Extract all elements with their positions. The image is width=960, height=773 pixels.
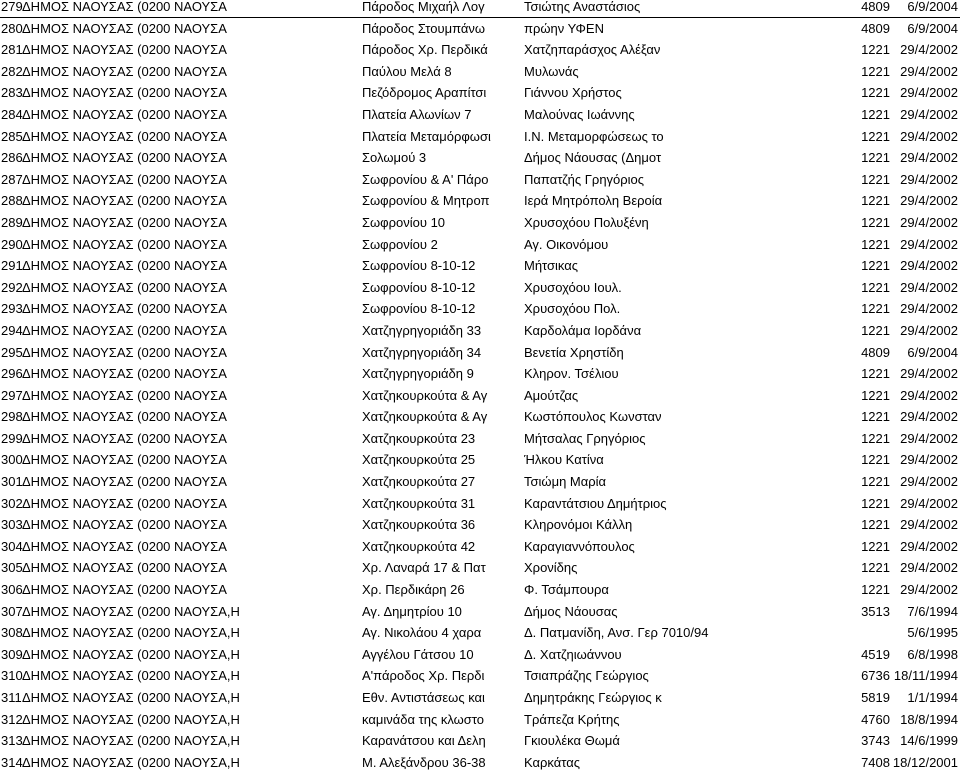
name-cell[interactable]: Κωστόπουλος Κωνσταν — [524, 409, 662, 425]
owner-cell[interactable]: ΔΗΜΟΣ ΝΑΟΥΣΑΣ (0200 ΝΑΟΥΣΑ — [22, 279, 227, 295]
name-cell[interactable]: Χρονίδης — [524, 560, 578, 576]
address-cell[interactable]: Χατζηκουρκούτα 23 — [362, 430, 476, 446]
date-cell[interactable]: 29/4/2002 — [900, 301, 958, 317]
name-cell[interactable]: Φ. Τσάμπουρα — [524, 582, 609, 598]
date-cell[interactable]: 5/6/1995 — [907, 625, 958, 641]
row-number-cell[interactable]: 280 — [1, 20, 23, 36]
date-cell[interactable]: 6/9/2004 — [907, 344, 958, 360]
name-cell[interactable]: Καρδολάμα Ιορδάνα — [524, 322, 642, 338]
table-row[interactable] — [0, 536, 960, 558]
name-cell[interactable]: Χατζηπαράσχος Αλέξαν — [524, 42, 661, 58]
row-number-cell[interactable]: 296 — [1, 366, 23, 382]
table-row[interactable] — [0, 449, 960, 471]
date-cell[interactable]: 29/4/2002 — [900, 322, 958, 338]
table-row[interactable] — [0, 601, 960, 623]
code-cell[interactable]: 4809 — [861, 20, 890, 36]
date-cell[interactable]: 29/4/2002 — [900, 150, 958, 166]
owner-cell[interactable]: ΔΗΜΟΣ ΝΑΟΥΣΑΣ (0200 ΝΑΟΥΣΑ — [22, 106, 227, 122]
owner-cell[interactable]: ΔΗΜΟΣ ΝΑΟΥΣΑΣ (0200 ΝΑΟΥΣΑ — [22, 171, 227, 187]
code-cell[interactable]: 1221 — [861, 430, 890, 446]
code-cell[interactable]: 1221 — [861, 452, 890, 468]
name-cell[interactable]: Καραντάτσιου Δημήτριος — [524, 495, 667, 511]
table-row[interactable] — [0, 579, 960, 601]
table-row[interactable] — [0, 363, 960, 385]
table-row[interactable] — [0, 342, 960, 364]
owner-cell[interactable]: ΔΗΜΟΣ ΝΑΟΥΣΑΣ (0200 ΝΑΟΥΣΑ — [22, 0, 227, 14]
row-number-cell[interactable]: 299 — [1, 430, 23, 446]
date-cell[interactable]: 29/4/2002 — [900, 538, 958, 554]
code-cell[interactable]: 4760 — [861, 711, 890, 727]
code-cell[interactable]: 7408 — [861, 754, 890, 770]
address-cell[interactable]: Καρανάτσου και Δελη — [362, 733, 486, 749]
owner-cell[interactable]: ΔΗΜΟΣ ΝΑΟΥΣΑΣ (0200 ΝΑΟΥΣΑ,Η — [22, 603, 240, 619]
owner-cell[interactable]: ΔΗΜΟΣ ΝΑΟΥΣΑΣ (0200 ΝΑΟΥΣΑ — [22, 474, 227, 490]
row-number-cell[interactable]: 304 — [1, 538, 23, 554]
code-cell[interactable]: 1221 — [861, 517, 890, 533]
row-number-cell[interactable]: 283 — [1, 85, 23, 101]
code-cell[interactable]: 1221 — [861, 214, 890, 230]
table-row[interactable] — [0, 471, 960, 493]
code-cell[interactable]: 1221 — [861, 538, 890, 554]
code-cell[interactable]: 1221 — [861, 409, 890, 425]
name-cell[interactable]: Γκιουλέκα Θωμά — [524, 733, 620, 749]
table-row[interactable] — [0, 406, 960, 428]
code-cell[interactable]: 1221 — [861, 301, 890, 317]
row-number-cell[interactable]: 314 — [1, 754, 23, 770]
row-number-cell[interactable]: 309 — [1, 646, 23, 662]
date-cell[interactable]: 29/4/2002 — [900, 387, 958, 403]
date-cell[interactable]: 29/4/2002 — [900, 214, 958, 230]
address-cell[interactable]: Σωφρονίου 8-10-12 — [362, 279, 476, 295]
address-cell[interactable]: Χατζηγρηγοριάδη 9 — [362, 366, 474, 382]
owner-cell[interactable]: ΔΗΜΟΣ ΝΑΟΥΣΑΣ (0200 ΝΑΟΥΣΑ — [22, 63, 227, 79]
date-cell[interactable]: 14/6/1999 — [900, 733, 958, 749]
code-cell[interactable]: 1221 — [861, 279, 890, 295]
name-cell[interactable]: Καρκάτας — [524, 754, 581, 770]
date-cell[interactable]: 29/4/2002 — [900, 193, 958, 209]
address-cell[interactable]: Χατζηκουρκούτα 42 — [362, 538, 476, 554]
name-cell[interactable]: Βενετία Χρηστίδη — [524, 344, 624, 360]
address-cell[interactable]: Χατζηκουρκούτα & Αγ — [362, 387, 488, 403]
code-cell[interactable]: 6736 — [861, 668, 890, 684]
table-row[interactable] — [0, 255, 960, 277]
code-cell[interactable]: 1221 — [861, 85, 890, 101]
date-cell[interactable]: 18/8/1994 — [900, 711, 958, 727]
name-cell[interactable]: Χρυσοχόου Πολυξένη — [524, 214, 649, 230]
owner-cell[interactable]: ΔΗΜΟΣ ΝΑΟΥΣΑΣ (0200 ΝΑΟΥΣΑ — [22, 582, 227, 598]
address-cell[interactable]: Σωφρονίου 8-10-12 — [362, 258, 476, 274]
row-number-cell[interactable]: 285 — [1, 128, 23, 144]
owner-cell[interactable]: ΔΗΜΟΣ ΝΑΟΥΣΑΣ (0200 ΝΑΟΥΣΑ,Η — [22, 646, 240, 662]
table-row[interactable] — [0, 147, 960, 169]
date-cell[interactable]: 29/4/2002 — [900, 106, 958, 122]
address-cell[interactable]: Πάροδος Μιχαήλ Λογ — [362, 0, 485, 14]
row-number-cell[interactable]: 292 — [1, 279, 23, 295]
code-cell[interactable]: 1221 — [861, 387, 890, 403]
date-cell[interactable]: 29/4/2002 — [900, 366, 958, 382]
code-cell[interactable]: 1221 — [861, 42, 890, 58]
code-cell[interactable]: 3743 — [861, 733, 890, 749]
owner-cell[interactable]: ΔΗΜΟΣ ΝΑΟΥΣΑΣ (0200 ΝΑΟΥΣΑ — [22, 452, 227, 468]
row-number-cell[interactable]: 297 — [1, 387, 23, 403]
date-cell[interactable]: 29/4/2002 — [900, 474, 958, 490]
code-cell[interactable]: 4809 — [861, 344, 890, 360]
owner-cell[interactable]: ΔΗΜΟΣ ΝΑΟΥΣΑΣ (0200 ΝΑΟΥΣΑ — [22, 495, 227, 511]
table-row[interactable] — [0, 0, 960, 18]
owner-cell[interactable]: ΔΗΜΟΣ ΝΑΟΥΣΑΣ (0200 ΝΑΟΥΣΑ — [22, 517, 227, 533]
row-number-cell[interactable]: 291 — [1, 258, 23, 274]
row-number-cell[interactable]: 310 — [1, 668, 23, 684]
address-cell[interactable]: Πλατεία Αλωνίων 7 — [362, 106, 472, 122]
table-row[interactable] — [0, 190, 960, 212]
table-row[interactable] — [0, 730, 960, 752]
name-cell[interactable]: Ι.Ν. Μεταμορφώσεως το — [524, 128, 664, 144]
date-cell[interactable]: 29/4/2002 — [900, 258, 958, 274]
address-cell[interactable]: Εθν. Αντιστάσεως και — [362, 690, 485, 705]
table-row[interactable] — [0, 385, 960, 407]
row-number-cell[interactable]: 287 — [1, 171, 23, 187]
table-row[interactable] — [0, 126, 960, 148]
date-cell[interactable]: 7/6/1994 — [907, 603, 958, 619]
row-number-cell[interactable]: 289 — [1, 214, 23, 230]
address-cell[interactable]: Σωφρονίου 10 — [362, 214, 446, 230]
date-cell[interactable]: 29/4/2002 — [900, 409, 958, 425]
name-cell[interactable]: Κληρον. Τσέλιου — [524, 366, 619, 382]
code-cell[interactable]: 1221 — [861, 106, 890, 122]
owner-cell[interactable]: ΔΗΜΟΣ ΝΑΟΥΣΑΣ (0200 ΝΑΟΥΣΑ — [22, 366, 227, 382]
table-row[interactable] — [0, 39, 960, 61]
table-row[interactable] — [0, 557, 960, 579]
code-cell[interactable]: 4519 — [861, 646, 890, 662]
owner-cell[interactable]: ΔΗΜΟΣ ΝΑΟΥΣΑΣ (0200 ΝΑΟΥΣΑ,Η — [22, 625, 240, 641]
name-cell[interactable]: Τσιαπράζης Γεώργιος — [524, 668, 649, 684]
table-row[interactable] — [0, 709, 960, 731]
owner-cell[interactable]: ΔΗΜΟΣ ΝΑΟΥΣΑΣ (0200 ΝΑΟΥΣΑ,Η — [22, 690, 240, 705]
name-cell[interactable]: Δημητράκης Γεώργιος κ — [524, 690, 662, 705]
name-cell[interactable]: Γιάννου Χρήστος — [524, 85, 622, 101]
date-cell[interactable]: 6/8/1998 — [907, 646, 958, 662]
name-cell[interactable]: Μήτσαλας Γρηγόριος — [524, 430, 646, 446]
date-cell[interactable]: 6/9/2004 — [907, 20, 958, 36]
owner-cell[interactable]: ΔΗΜΟΣ ΝΑΟΥΣΑΣ (0200 ΝΑΟΥΣΑ,Η — [22, 711, 240, 727]
table-row[interactable] — [0, 104, 960, 126]
code-cell[interactable]: 1221 — [861, 474, 890, 490]
address-cell[interactable]: Αγ. Νικολάου 4 χαρα — [362, 625, 482, 641]
date-cell[interactable]: 29/4/2002 — [900, 452, 958, 468]
row-number-cell[interactable]: 286 — [1, 150, 23, 166]
table-row[interactable] — [0, 514, 960, 536]
table-row[interactable] — [0, 234, 960, 256]
date-cell[interactable]: 29/4/2002 — [900, 560, 958, 576]
owner-cell[interactable]: ΔΗΜΟΣ ΝΑΟΥΣΑΣ (0200 ΝΑΟΥΣΑ — [22, 409, 227, 425]
name-cell[interactable]: Καραγιαννόπουλος — [524, 538, 635, 554]
row-number-cell[interactable]: 311 — [1, 690, 22, 705]
row-number-cell[interactable]: 301 — [1, 474, 23, 490]
address-cell[interactable]: καμινάδα της κλωστο — [362, 711, 485, 727]
date-cell[interactable]: 6/9/2004 — [907, 0, 958, 14]
row-number-cell[interactable]: 290 — [1, 236, 23, 252]
name-cell[interactable]: Τσιώμη Μαρία — [524, 474, 607, 490]
address-cell[interactable]: Χρ. Περδικάρη 26 — [362, 582, 465, 598]
date-cell[interactable]: 29/4/2002 — [900, 582, 958, 598]
table-row[interactable] — [0, 320, 960, 342]
owner-cell[interactable]: ΔΗΜΟΣ ΝΑΟΥΣΑΣ (0200 ΝΑΟΥΣΑ — [22, 258, 227, 274]
table-row[interactable] — [0, 18, 960, 40]
name-cell[interactable]: Δήμος Νάουσας (Δημοτ — [524, 150, 662, 166]
row-number-cell[interactable]: 279 — [1, 0, 23, 14]
name-cell[interactable]: Παπατζής Γρηγόριος — [524, 171, 645, 187]
row-number-cell[interactable]: 303 — [1, 517, 23, 533]
code-cell[interactable] — [842, 622, 890, 644]
owner-cell[interactable]: ΔΗΜΟΣ ΝΑΟΥΣΑΣ (0200 ΝΑΟΥΣΑ — [22, 193, 227, 209]
row-number-cell[interactable]: 305 — [1, 560, 23, 576]
table-row[interactable] — [0, 644, 960, 666]
date-cell[interactable]: 1/1/1994 — [907, 690, 958, 705]
row-number-cell[interactable]: 281 — [1, 42, 23, 58]
date-cell[interactable]: 18/11/1994 — [893, 668, 958, 684]
name-cell[interactable]: πρώην ΥΦΕΝ — [524, 20, 604, 36]
owner-cell[interactable]: ΔΗΜΟΣ ΝΑΟΥΣΑΣ (0200 ΝΑΟΥΣΑ — [22, 214, 227, 230]
date-cell[interactable]: 29/4/2002 — [900, 63, 958, 79]
owner-cell[interactable]: ΔΗΜΟΣ ΝΑΟΥΣΑΣ (0200 ΝΑΟΥΣΑ — [22, 387, 227, 403]
owner-cell[interactable]: ΔΗΜΟΣ ΝΑΟΥΣΑΣ (0200 ΝΑΟΥΣΑ — [22, 344, 227, 360]
date-cell[interactable]: 29/4/2002 — [900, 517, 958, 533]
owner-cell[interactable]: ΔΗΜΟΣ ΝΑΟΥΣΑΣ (0200 ΝΑΟΥΣΑ,Η — [22, 733, 240, 749]
date-cell[interactable]: 18/12/2001 — [892, 754, 958, 770]
row-number-cell[interactable]: 294 — [1, 322, 23, 338]
name-cell[interactable]: Μυλωνάς — [524, 63, 579, 79]
date-cell[interactable]: 29/4/2002 — [900, 128, 958, 144]
address-cell[interactable]: Πάροδος Στουμπάνω — [362, 20, 486, 36]
date-cell[interactable]: 29/4/2002 — [900, 236, 958, 252]
address-cell[interactable]: Σωφρονίου 2 — [362, 236, 438, 252]
code-cell[interactable]: 3513 — [861, 603, 890, 619]
owner-cell[interactable]: ΔΗΜΟΣ ΝΑΟΥΣΑΣ (0200 ΝΑΟΥΣΑ — [22, 560, 227, 576]
name-cell[interactable]: Χρυσοχόου Ιουλ. — [524, 279, 622, 295]
address-cell[interactable]: Αγγέλου Γάτσου 10 — [362, 646, 474, 662]
code-cell[interactable]: 4809 — [861, 0, 890, 14]
row-number-cell[interactable]: 282 — [1, 63, 23, 79]
table-row[interactable] — [0, 169, 960, 191]
table-row[interactable] — [0, 687, 960, 709]
row-number-cell[interactable]: 312 — [1, 711, 23, 727]
owner-cell[interactable]: ΔΗΜΟΣ ΝΑΟΥΣΑΣ (0200 ΝΑΟΥΣΑ — [22, 236, 227, 252]
address-cell[interactable]: Σολωμού 3 — [362, 150, 427, 166]
name-cell[interactable]: Αμούτζας — [524, 387, 579, 403]
date-cell[interactable]: 29/4/2002 — [900, 430, 958, 446]
name-cell[interactable]: Δ. Πατμανίδη, Ανσ. Γερ 7010/94 — [524, 625, 709, 641]
name-cell[interactable]: Τράπεζα Κρήτης — [524, 711, 620, 727]
owner-cell[interactable]: ΔΗΜΟΣ ΝΑΟΥΣΑΣ (0200 ΝΑΟΥΣΑ — [22, 322, 227, 338]
table-row[interactable] — [0, 493, 960, 515]
row-number-cell[interactable]: 284 — [1, 106, 23, 122]
row-number-cell[interactable]: 295 — [1, 344, 23, 360]
row-number-cell[interactable]: 302 — [1, 495, 23, 511]
address-cell[interactable]: Σωφρονίου 8-10-12 — [362, 301, 476, 317]
code-cell[interactable]: 1221 — [861, 236, 890, 252]
row-number-cell[interactable]: 307 — [1, 603, 23, 619]
table-row[interactable] — [0, 277, 960, 299]
address-cell[interactable]: Πάροδος Χρ. Περδικά — [362, 42, 488, 58]
address-cell[interactable]: Α'πάροδος Χρ. Περδι — [362, 668, 485, 684]
date-cell[interactable]: 29/4/2002 — [900, 495, 958, 511]
owner-cell[interactable]: ΔΗΜΟΣ ΝΑΟΥΣΑΣ (0200 ΝΑΟΥΣΑ — [22, 128, 227, 144]
code-cell[interactable]: 1221 — [861, 63, 890, 79]
address-cell[interactable]: Χατζηκουρκούτα 27 — [362, 474, 476, 490]
address-cell[interactable]: Χατζηγρηγοριάδη 34 — [362, 344, 482, 360]
owner-cell[interactable]: ΔΗΜΟΣ ΝΑΟΥΣΑΣ (0200 ΝΑΟΥΣΑ — [22, 538, 227, 554]
table-row[interactable] — [0, 665, 960, 687]
row-number-cell[interactable]: 306 — [1, 582, 23, 598]
date-cell[interactable]: 29/4/2002 — [900, 42, 958, 58]
code-cell[interactable]: 1221 — [861, 258, 890, 274]
row-number-cell[interactable]: 313 — [1, 733, 23, 749]
code-cell[interactable]: 1221 — [861, 171, 890, 187]
name-cell[interactable]: Τσιώτης Αναστάσιος — [524, 0, 641, 14]
address-cell[interactable]: Σωφρονίου & Α' Πάρο — [362, 171, 489, 187]
date-cell[interactable]: 29/4/2002 — [900, 85, 958, 101]
code-cell[interactable]: 1221 — [861, 322, 890, 338]
row-number-cell[interactable]: 300 — [1, 452, 23, 468]
owner-cell[interactable]: ΔΗΜΟΣ ΝΑΟΥΣΑΣ (0200 ΝΑΟΥΣΑ — [22, 301, 227, 317]
address-cell[interactable]: Αγ. Δημητρίου 10 — [362, 603, 462, 619]
owner-cell[interactable]: ΔΗΜΟΣ ΝΑΟΥΣΑΣ (0200 ΝΑΟΥΣΑ — [22, 42, 227, 58]
table-row[interactable] — [0, 622, 960, 644]
table-row[interactable] — [0, 212, 960, 234]
name-cell[interactable]: Δήμος Νάουσας — [524, 603, 618, 619]
code-cell[interactable]: 1221 — [861, 366, 890, 382]
code-cell[interactable]: 5819 — [861, 690, 890, 705]
row-number-cell[interactable]: 298 — [1, 409, 23, 425]
address-cell[interactable]: Χατζηκουρκούτα & Αγ — [362, 409, 488, 425]
table-row[interactable] — [0, 752, 960, 773]
code-cell[interactable]: 1221 — [861, 150, 890, 166]
row-number-cell[interactable]: 308 — [1, 625, 23, 641]
table-row[interactable] — [0, 61, 960, 83]
row-number-cell[interactable]: 293 — [1, 301, 23, 317]
row-number-cell[interactable]: 288 — [1, 193, 23, 209]
code-cell[interactable]: 1221 — [861, 560, 890, 576]
address-cell[interactable]: Πεζόδρομος Αραπίτσι — [362, 85, 487, 101]
owner-cell[interactable]: ΔΗΜΟΣ ΝΑΟΥΣΑΣ (0200 ΝΑΟΥΣΑ — [22, 85, 227, 101]
name-cell[interactable]: Χρυσοχόου Πολ. — [524, 301, 621, 317]
table-row[interactable] — [0, 82, 960, 104]
table-row[interactable] — [0, 298, 960, 320]
owner-cell[interactable]: ΔΗΜΟΣ ΝΑΟΥΣΑΣ (0200 ΝΑΟΥΣΑ — [22, 150, 227, 166]
address-cell[interactable]: Μ. Αλεξάνδρου 36-38 — [362, 754, 486, 770]
address-cell[interactable]: Σωφρονίου & Μητροπ — [362, 193, 490, 209]
owner-cell[interactable]: ΔΗΜΟΣ ΝΑΟΥΣΑΣ (0200 ΝΑΟΥΣΑ,Η — [22, 754, 240, 770]
name-cell[interactable]: Κληρονόμοι Κάλλη — [524, 517, 633, 533]
owner-cell[interactable]: ΔΗΜΟΣ ΝΑΟΥΣΑΣ (0200 ΝΑΟΥΣΑ,Η — [22, 668, 240, 684]
name-cell[interactable]: Ήλκου Κατίνα — [524, 452, 604, 468]
table-row[interactable] — [0, 428, 960, 450]
address-cell[interactable]: Χατζηκουρκούτα 25 — [362, 452, 476, 468]
name-cell[interactable]: Μήτσικας — [524, 258, 579, 274]
code-cell[interactable]: 1221 — [861, 495, 890, 511]
code-cell[interactable]: 1221 — [861, 128, 890, 144]
name-cell[interactable]: Ιερά Μητρόπολη Βεροία — [524, 193, 663, 209]
name-cell[interactable]: Δ. Χατζηιωάννου — [524, 646, 622, 662]
name-cell[interactable]: Αγ. Οικονόμου — [524, 236, 609, 252]
date-cell[interactable]: 29/4/2002 — [900, 279, 958, 295]
address-cell[interactable]: Χατζηκουρκούτα 36 — [362, 517, 476, 533]
date-cell[interactable]: 29/4/2002 — [900, 171, 958, 187]
name-cell[interactable]: Μαλούνας Ιωάννης — [524, 106, 635, 122]
owner-cell[interactable]: ΔΗΜΟΣ ΝΑΟΥΣΑΣ (0200 ΝΑΟΥΣΑ — [22, 430, 227, 446]
address-cell[interactable]: Πλατεία Μεταμόρφωσι — [362, 128, 491, 144]
address-cell[interactable]: Χρ. Λαναρά 17 & Πατ — [362, 560, 486, 576]
owner-cell[interactable]: ΔΗΜΟΣ ΝΑΟΥΣΑΣ (0200 ΝΑΟΥΣΑ — [22, 20, 227, 36]
address-cell[interactable]: Παύλου Μελά 8 — [362, 63, 452, 79]
address-cell[interactable]: Χατζηγρηγοριάδη 33 — [362, 322, 482, 338]
address-cell[interactable]: Χατζηκουρκούτα 31 — [362, 495, 476, 511]
code-cell[interactable]: 1221 — [861, 193, 890, 209]
code-cell[interactable]: 1221 — [861, 582, 890, 598]
